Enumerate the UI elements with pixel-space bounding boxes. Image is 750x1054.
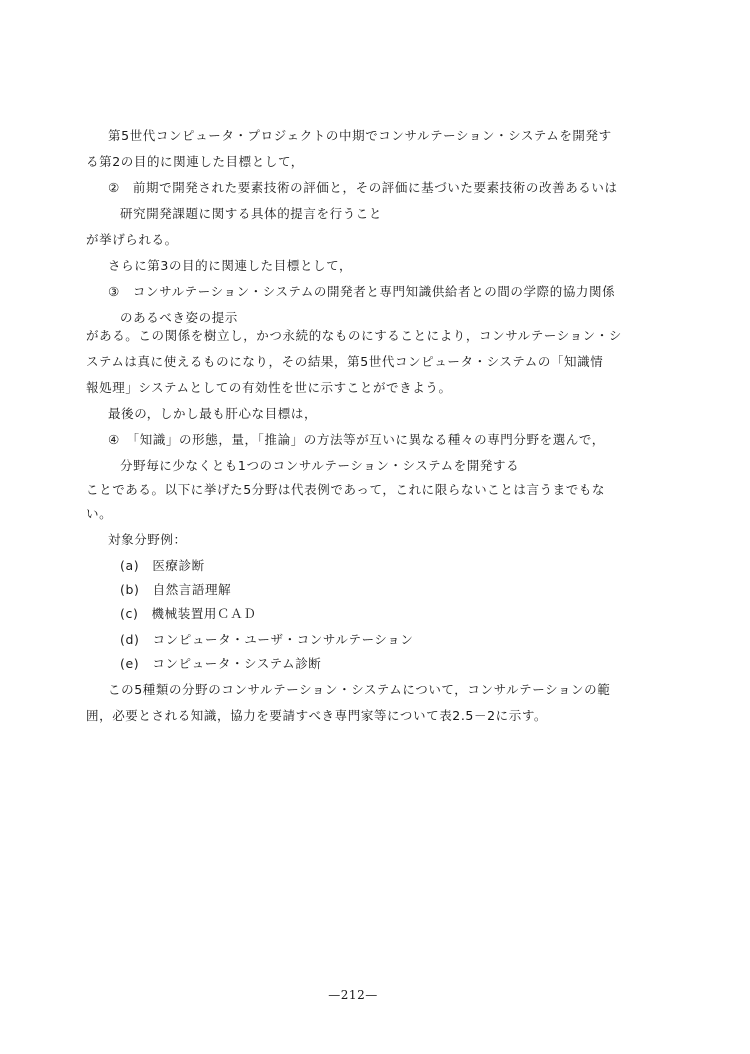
section-label: 対象分野例： [108, 532, 187, 547]
text-line: この5種類の分野のコンサルテーション・システムについて，コンサルテーションの範 [108, 682, 611, 697]
text-line: る第2の目的に関連した目標として， [86, 154, 304, 169]
text-line: ことである。以下に挙げた5分野は代表例であって，これに限らないことは言うまでもな [86, 482, 606, 497]
page-number: —212— [328, 988, 378, 1002]
text-line: 第5世代コンピュータ・プロジェクトの中期でコンサルテーション・システムを開発す [108, 128, 612, 143]
list-item-2: ② 前期で開発された要素技術の評価と，その評価に基づいた要素技術の改善あるいは [108, 180, 618, 195]
text-line: 報処理」システムとしての有効性を世に示すことができよう。 [86, 380, 452, 395]
text-line: ステムは真に使えるものになり，その結果，第5世代コンピュータ・システムの「知識情 [86, 354, 604, 369]
example-item-a: (a) 医療診断 [120, 558, 205, 573]
text-line: が挙げられる。 [86, 232, 178, 247]
text-line: 最後の，しかし最も肝心な目標は， [108, 406, 318, 421]
text-line: のあるべき姿の提示 [120, 310, 238, 325]
text-line: さらに第3の目的に関連した目標として， [108, 258, 353, 273]
example-item-e: (e) コンピュータ・システム診断 [120, 656, 322, 671]
example-item-b: (b) 自然言語理解 [120, 582, 232, 597]
text-line: 研究開発課題に関する具体的提言を行うこと [120, 206, 383, 221]
example-item-c: (c) 機械装置用ＣＡＤ [120, 606, 257, 621]
text-line: い。 [86, 506, 113, 521]
example-item-d: (d) コンピュータ・ユーザ・コンサルテーション [120, 632, 414, 647]
text-line: 囲，必要とされる知識，協力を要請すべき専門家等について表2.5－2に示す。 [86, 708, 548, 723]
text-line: がある。この関係を樹立し，かつ永続的なものにすることにより，コンサルテーション・シ [86, 328, 622, 343]
list-item-4: ④ 「知識」の形態，量，「推論」の方法等が互いに異なる種々の専門分野を選んで， [108, 432, 605, 447]
list-item-3: ③ コンサルテーション・システムの開発者と専門知識供給者との間の学際的協力関係 [108, 284, 616, 299]
text-line: 分野毎に少なくとも1つのコンサルテーション・システムを開発する [120, 458, 520, 473]
